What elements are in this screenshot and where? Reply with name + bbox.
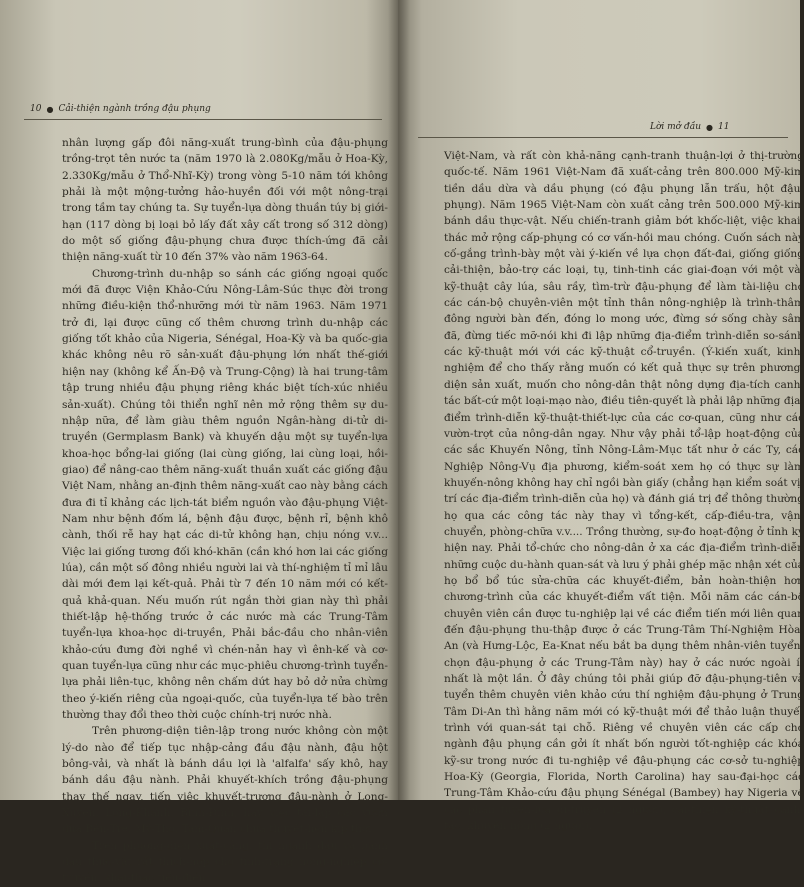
- right-running-title: Lời mở đầu: [650, 122, 702, 132]
- left-body-text: [62, 135, 388, 887]
- left-header-rule: [24, 119, 382, 120]
- bullet-icon: ●: [46, 104, 54, 114]
- right-header-rule: [418, 137, 788, 138]
- right-paragraph-1: Việt-Nam, và rất còn khả-năng cạnh-tranh thuận-lợi ở thị-trường quốc-tế. Năm 1961 Việt-Nam đã xuất-cảng trên 800.000 Mỹ-kim tiền dầu dừa và dầu phụng (có đậu phụng lẫn trấu, hột đậu-phụng). Năm 1965 Việt-Nam còn xuất cảng trên 500.000 Mỹ-kim bánh dầu thực-vật. Nếu chiến-tranh giảm bớt khốc-liệt, việc khai-thác mở rộng cấp-phụng có cơ vấn-hồi mau chóng. Cuốn sách này cố-gắng trình-bày một vài ý-kiến về lựa chọn đất-đai, giống giống cải-thiện, bảo-trợ các loại, tụ, tinh-tinh các giai-đoạn với một vài kỹ-thuật cây lúa, sâu rầy, tìm-trừ đậu-phụng để làm tài-liệu cho các cán-bộ chuyên-viên một tỉnh thân nông-nghiệp là trình-thâm đông người bàn đến, đóng lo mong ước, đừng sớ sống chày sâm đã, đừng tiếc mỡ-nói khi đi lập những địa-điểm trình-diễn so-sánh các kỹ-thuật mới với các kỹ-thuật cổ-truyền. (Ý-kiến xuất, kinh-nghiệm để cho thấy rằng muốn có kết quả thực sự trên phương-diện sản xuất, muốn cho nông-dân thật nông dựng địa-tích canh-tác bất-cứ một loại-mạo nào, điều tiên-quyết là phải lập những địa-điểm trình-diễn kỹ-thuật-thiết-lực của các cơ-quan, cũng như các vườn-trợt của nông-dân ngay. Như vậy phải tổ-lập hoạt-động của các sắc Khuyến Nông, tỉnh Nông-Lâm-Mục tất như ở các Ty, các Nghiệp Nông-Vụ địa phương, kiểm-soát xem họ có thực sự làm khuyến-nông không hay chỉ ngồi bàn giấy (chẳng hạn kiểm soát vị-trí các địa-điểm trình-diễn của họ) và đánh giá trị để thông thường họ qua các công tác này thay vì tổng-kết, cấp-điều-tra, vận-chuyển, phòng-chữa v.v.... Trồng thường, sự-đo hoạt-động ở tỉnh ký hiện nay. Phải tổ-chức cho nông-dân ở xa các địa-điểm trình-diễn những cuộc du-hành quan-sát và lưu ý phải ghép mặc nhận xét của họ bổ bổ túc sửa-chữa các khuyết-điểm, bản hoàn-thiện hơn chương-trình của các khuyết-điểm vất tiện. Mỗi năm các cán-bộ chuyên viên cần được tu-nghiệp lại về các điểm tiến mới liên quan đến đậu-phụng thu-thập được ở các Trung-Tâm Thí-Nghiệm Hòa-An (và Hưng-Lộc, Ea-Knat nếu bắt ba dụng thêm nhân-viên tuyển-chọn đậu-phụng ở các Trung-Tâm này) hay ở các nước ngoài ít nhất là một lần. Ở đây chúng tôi phải giúp đỡ đậu-phụng-tiên và tuyển thêm chuyên viên khảo cứu thí nghiệm đậu-phụng ở Trung Tâm Di-An thì hằng năm mới có kỹ-thuật mới để thảo luận thuyết trình với quan-sát tại chỗ. Riêng về chuyên viên các cấp cho ngành đậu phụng cần gởi ít nhất bốn người tốt-nghiệp các khóa kỹ-sư trong nước đi tu-nghiệp về đậu-phụng các cơ-sở tu-nghiệp Hoa-Kỳ (Georgia, Florida, North Carolina) hay sau-đại-học các Trung-Tâm Khảo-cứu đậu phụng Sénégal (Bambey) hay Nigeria về các phần tuyển-lựa di-truyền (2 người), cải-thiện kỹ-thuật canh-tác, khuyến nông (2 người).: [444, 150, 804, 833]
- left-page: [0, 0, 398, 885]
- right-page: [398, 0, 804, 833]
- left-paragraph-1: nhân lượng gấp đôi năng-xuất trung-bình của đậu-phụng trồng-trọt tên nước ta (năm 1970 là 2.080Kg/mẫu ở Hoa-Kỳ, 2.330Kg/mẫu ở Thổ-Nhĩ-Kỳ) trong vòng 5-10 năm tới không phải là một mộng-tưởng hảo-huyền đối với một nông-trại trong tầm tay chúng ta. Sự tuyển-lựa dòng thuần túy bị giới-hạn (117 dòng bị loại bỏ lấy đất xây cất trong số 312 dòng) do một số giống đậu-phụng chưa được thích-ứng đã cải thiện năng-xuất từ 10 đến 37% vào năm 1963-64.: [62, 137, 388, 264]
- left-running-title: Cải-thiện ngành trồng đậu phụng: [58, 104, 211, 114]
- right-page-number: 11: [718, 122, 730, 132]
- left-paragraph-2: Chương-trình du-nhập so sánh các giống ngoại quốc mới đã được Viện Khảo-Cứu Nông-Lâm-Súc thực đời trong những điều-kiện thổ-nhưỡng mới từ năm 1963. Năm 1971 trở đi, lại được cũng cố thêm chương trình du-nhập các giống tốt khảo của Nigeria, Sénégal, Hoa-Kỳ và ba quốc-gia khác không nêu rõ sản-xuất đậu-phụng lớn nhất thế-giới hiện nay (không kể Ấn-Độ và Trung-Cộng) là hai trung-tâm tập trung nhiều đậu phụng riêng khác biệt tích-xúc nhiều sản-xuất). Chúng tôi thiển nghĩ nên mở rộng thêm sự du-nhập nữa, để làm giàu thêm nguồn Ngân-hàng di-tử di-truyền (Germplasm Bank) và khuyến dậu một sự tuyển-lựa khoa-học bổng-lai giống (lai cùng giống, lai cùng loại, hồi-giao) để nâng-cao thêm năng-xuất thuần xuất các giống đậu Việt Nam, nhằng an-định thêm năng-xuất cao này bằng cách đưa đi tỉ khảng các lịch-tát biểm nguồn vào đậu-phụng Việt-Nam như bệnh đốm lá, bệnh đậu được, bệnh rỉ, bệnh khô cành, thối rễ hay hạt các di-tử không hạn, chịu nóng v.v... Việc lai giống tương đối khó-khăn (cần khó hơn lai các giống lúa), cần một số đông nhiều người lai và thí-nghiệm tỉ mỉ lâu dài mới đem lại kết-quả. Phải từ 7 đến 10 năm mới có kết-quả khả-quan. Nếu muốn rút ngắn thời gian này thì phải thiết-lập hệ-thống trước ở các nước mà các Trung-Tâm tuyển-lựa khoa-học di-truyền, Phải bắc-đầu cho nhân-viên khảo-cứu đưng đời nghề vì chén-nản hay vì ênh-kế và cơ-quan tuyển-lựa cũng như các mục-phiêu chương-trình tuyển-lựa phải liên-tục, không nên chấm dứt hay bỏ dở nửa chừng theo ý-kiến riêng của ngoại-quốc, của tuyển-lựa tế bào trên thường thay đổi theo thời cuộc chính-trị nước nhà.: [62, 267, 388, 722]
- left-paragraph-3: Trên phương-diện tiên-lập trong nước không còn một lý-do nào để tiếp tục nhập-cảng đầu đậu nành, đậu hột bông-vải, và nhất là bánh dầu lợi là 'alfalfa' sấy khô, hay bánh dầu đậu nành. Phải khuyết-khích trồng đậu-phụng thay thế ngay, tiến việc khuyết-trương đậu-nành ở Long-Xuyên, Long-Khánh, Bình-Định, hay việc tái-lập các vườn dừa Bến-Tre, Mỹ-Tho, Tam-Quan chưa thuyết-hẹn kịp thời.: [62, 725, 388, 836]
- right-body-text: [444, 148, 804, 834]
- right-running-head: [650, 122, 729, 132]
- bullet-icon: ●: [706, 122, 714, 132]
- left-running-head: [30, 104, 211, 114]
- left-paragraph-4: Trên phương-diện xuất-cảng, thì ngành dầu và bánh dầu thực-vật rất thích-hợp cho tình-trạng nông-nghiệp cổ-truyền, khai-thác tiểu-điền: [62, 839, 388, 885]
- left-page-number: 10: [30, 104, 42, 114]
